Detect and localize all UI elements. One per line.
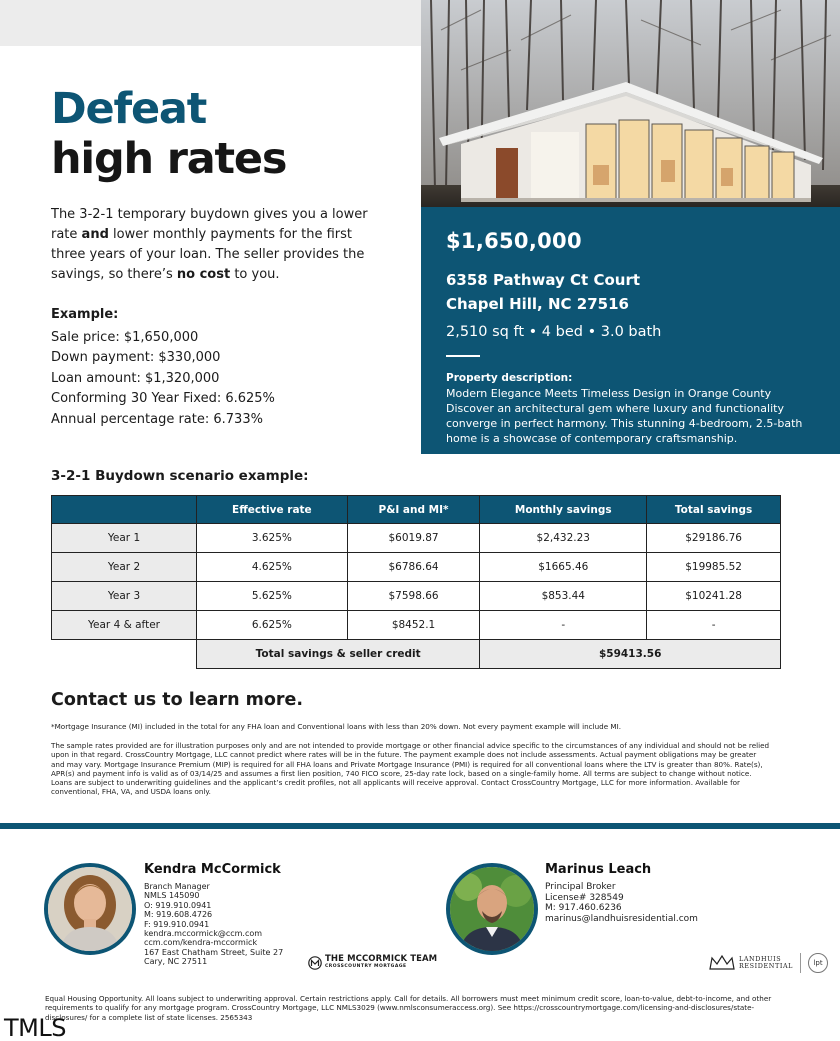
crown-icon — [709, 955, 735, 971]
agent-detail-line: Cary, NC 27511 — [144, 957, 208, 967]
table-row — [52, 524, 781, 553]
lpt-badge: lpt — [808, 953, 828, 973]
total-value: $59413.56 — [480, 640, 781, 669]
cell-total: $19985.52 — [647, 553, 781, 582]
example-title: Example: — [51, 307, 119, 322]
cell-total: $29186.76 — [647, 524, 781, 553]
cell-total: $10241.28 — [647, 582, 781, 611]
agent-detail-line: Principal Broker — [545, 882, 616, 892]
avatar-marinus — [446, 863, 538, 955]
cell-rate: 5.625% — [197, 582, 348, 611]
agent-detail-line: Branch Manager — [144, 882, 210, 891]
cell-rate: 3.625% — [197, 524, 348, 553]
example-line: Conforming 30 Year Fixed: 6.625% — [51, 391, 275, 406]
example-line: Annual percentage rate: 6.733% — [51, 411, 263, 427]
agent-detail-line: License# 328549 — [545, 892, 624, 903]
section-divider — [0, 823, 840, 829]
address-line-2: Chapel Hill, NC 27516 — [446, 295, 629, 313]
buydown-table — [51, 495, 781, 669]
header-pi-mi: P&I and MI* — [347, 496, 480, 524]
cell-monthly: $1665.46 — [480, 553, 647, 582]
cell-rate: 4.625% — [197, 553, 348, 582]
agent-detail-line: M: 919.608.4726 — [144, 910, 213, 920]
example-block — [51, 305, 275, 430]
landhuis-line-1: LANDHUIS — [739, 954, 782, 963]
table-row — [52, 553, 781, 582]
header-blank — [52, 496, 197, 524]
agent-email[interactable]: kendra.mccormick@ccm.com — [144, 929, 263, 939]
agent-detail-line: M: 917.460.6236 — [545, 903, 622, 913]
headline-line-1: Defeat — [51, 84, 207, 134]
cell-total: - — [647, 611, 781, 640]
row-label: Year 4 & after — [52, 611, 197, 640]
property-price: $1,650,000 — [446, 229, 582, 253]
property-specs: 2,510 sq ft • 4 bed • 3.0 bath — [446, 324, 662, 340]
mi-footnote: *Mortgage Insurance (MI) included in the total for any FHA loan and Conventional loans with less than 20% down. Not every payment example will include MI. — [51, 722, 622, 731]
equal-housing-disclaimer: Equal Housing Opportunity. All loans subject to underwriting approval. Certain restrictions apply. Call for details. All borrowers must meet minimum credit score, loan-to-value, debt-to-income, and other requirements to qualify for any mortgage program. CrossCountry Mortgage, LLC NMLS3029 (www.nmlsconsumeraccess.org). See https://crosscountrymortgage.com/licensing-and-disclosures/state-disclosures/ for a complete list of state licenses. 2565343 — [45, 994, 772, 1022]
headline-line-2: high rates — [51, 134, 287, 184]
cell-monthly: - — [480, 611, 647, 640]
address-line-1: 6358 Pathway Ct Court — [446, 271, 641, 289]
divider-rule — [446, 355, 480, 357]
row-label: Year 3 — [52, 582, 197, 611]
mccormick-team-logo — [308, 955, 437, 971]
property-address — [446, 268, 815, 316]
row-label: Year 2 — [52, 553, 197, 582]
example-line: Down payment: $330,000 — [51, 350, 221, 365]
table-row — [52, 611, 781, 640]
agent-kendra-details — [144, 862, 344, 967]
example-line: Loan amount: $1,320,000 — [51, 370, 220, 386]
intro-bold-1: and — [81, 227, 109, 242]
house-photo — [421, 0, 840, 207]
team-logo-name: THE MCCORMICK TEAM — [325, 954, 438, 964]
cell-pi: $7598.66 — [347, 582, 480, 611]
tmls-watermark: TMLS — [4, 1014, 66, 1041]
landhuis-logo — [709, 953, 828, 973]
table-total-row — [52, 640, 781, 669]
header-monthly-savings: Monthly savings — [480, 496, 647, 524]
agent-website[interactable]: ccm.com/kendra-mccormick — [144, 938, 258, 948]
header-total-savings: Total savings — [647, 496, 781, 524]
total-spacer — [52, 640, 197, 669]
top-grey-band — [0, 0, 421, 46]
cell-rate: 6.625% — [197, 611, 348, 640]
agent-detail-line: 167 East Chatham Street, Suite 27 — [144, 947, 284, 957]
buydown-title: 3-2-1 Buydown scenario example: — [51, 468, 309, 484]
agent-name: Kendra McCormick — [144, 862, 281, 877]
intro-text-3: to you. — [230, 267, 280, 282]
team-logo-sub: CROSSCOUNTRY MORTGAGE — [325, 964, 407, 969]
landhuis-line-2: RESIDENTIAL — [739, 962, 794, 970]
headline — [51, 84, 286, 184]
property-panel — [421, 207, 840, 454]
intro-paragraph — [51, 205, 371, 285]
header-effective-rate: Effective rate — [197, 496, 348, 524]
description-label: Property description: — [446, 372, 573, 384]
cell-pi: $8452.1 — [347, 611, 480, 640]
contact-title: Contact us to learn more. — [51, 690, 304, 710]
agent-marinus-details — [545, 862, 745, 924]
team-logo-icon — [308, 956, 322, 970]
cell-monthly: $853.44 — [480, 582, 647, 611]
rate-disclaimer: The sample rates provided are for illustration purposes only and are not intended to provide mortgage or other financial advice specific to the circumstances of any individual and should not be relied upon in that regard. CrossCountry Mortgage, LLC cannot predict where rates will be in the future. The payment example does not include assessments. Actual payment obligations may be greater and may vary. Mortgage Insurance Premium (MIP) is required for all FHA loans and Private Mortgage Insurance (PMI) is required for all conventional loans where the LTV is greater than 80%. Rate(s), APR(s) and payment info is valid as of 03/14/25 and assumes a first lien position, 740 FICO score, 25-day rate lock, based on a single-family home. All terms are subject to change without notice. Loans are subject to underwriting guidelines and the applicant’s credit profiles, not all applicants will receive approval. Contact CrossCountry Mortgage, LLC for more information. Available for conventional, FHA, VA, and USDA loans only. — [51, 741, 770, 797]
agent-detail-line: NMLS 145090 — [144, 891, 200, 901]
agent-detail-line: F: 919.910.0941 — [144, 919, 210, 929]
agent-name: Marinus Leach — [545, 862, 652, 877]
agent-email[interactable]: marinus@landhuisresidential.com — [545, 913, 698, 924]
table-row — [52, 582, 781, 611]
avatar-kendra — [44, 863, 136, 955]
cell-pi: $6786.64 — [347, 553, 480, 582]
cell-monthly: $2,432.23 — [480, 524, 647, 553]
intro-text-2: lower monthly payments for the first three years of your loan. The seller provides the savings, so there’s — [51, 227, 365, 282]
intro-bold-2: no cost — [176, 267, 231, 282]
table-header-row — [52, 496, 781, 524]
total-label: Total savings & seller credit — [197, 640, 480, 669]
example-line: Sale price: $1,650,000 — [51, 329, 199, 345]
row-label: Year 1 — [52, 524, 197, 553]
cell-pi: $6019.87 — [347, 524, 480, 553]
logo-separator — [800, 953, 801, 973]
intro-text-1: The 3-2-1 temporary buydown gives you a lower rate — [51, 207, 368, 242]
property-description: Modern Elegance Meets Timeless Design in Orange County Discover an architectural gem where luxury and functionality converge in perfect harmony. This stunning 4-bedroom, 2.5-bath home is a showcase of contemporary craftsmanship. — [446, 387, 803, 445]
agent-detail-line: O: 919.910.0941 — [144, 900, 212, 910]
